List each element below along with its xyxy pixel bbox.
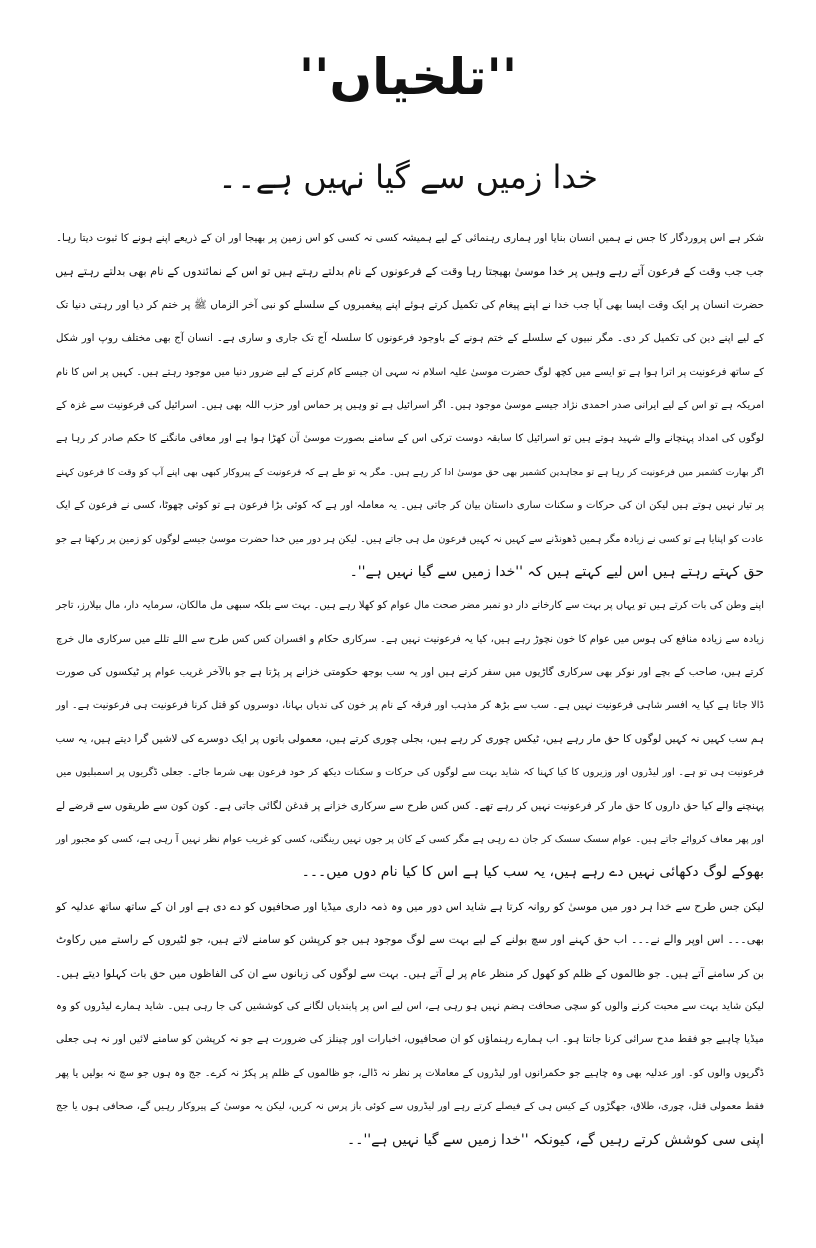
text-line: پہنچنے والے کیا حق داروں کا حق مار کر فرعونیت نہیں کر رہے تھے۔ کس کس طرح سے سرکاری خزانے پر قدغن لگائی جاتی ہے۔ کون کون سے طریقوں سے قرضے لے: [56, 799, 764, 812]
text-line: زیادہ سے زیادہ منافع کی ہوس میں عوام کا خون نچوڑ رہے ہیں، کیا یہ فرعونیت نہیں ہے۔ سرکاری حکام و افسران کس کس طرح سے اللے تللے میں سرکاری مال خرچ: [56, 633, 764, 645]
text-line: کرتے ہیں، صاحب کے بچے اور نوکر بھی سرکاری گاڑیوں میں سفر کرتے ہیں اور یہ سب بوجھ حکومتی خزانے پر پڑتا ہے جو بالآخر غریب عوام پر ٹیکسوں کی صورت: [56, 666, 764, 679]
text-line: کے لیے اپنے دین کی تکمیل کر دی۔ مگر نبیوں کے سلسلے کے ختم ہونے کے باوجود فرعونوں کا سلسلہ آج تک جاری و ساری ہے۔ انسان آج بھی مختلف روپ اور شکل: [56, 332, 764, 345]
text-line: لوگوں کی امداد پہنچانے والے شہید ہوتے ہیں تو اسرائیل کا سابقہ دوست ترکی اس کے سامنے بصورت موسیٰ آن کھڑا ہوا ہے اور معافی مانگنے کا حکم صادر کر رہا ہے: [56, 433, 764, 445]
text-line: ہم سب کہیں نہ کہیں لوگوں کا حق مار رہے ہیں، ٹیکس چوری کر رہے ہیں، بجلی چوری کرتے ہیں، معمولی باتوں پر ایک دوسرے کی لاشیں گرا دیتے ہیں، یہ سب: [55, 732, 764, 745]
text-line: لیکن جس طرح سے خدا ہر دور میں موسیٰ کو روانہ کرتا ہے شاید اس دور میں وہ ذمہ داری میڈیا اور صحافیوں کو دے دی ہے اور ان کے ساتھ ساتھ عدلیہ کو: [56, 899, 764, 913]
page-subtitle: خدا زمیں سے گیا نہیں ہے۔۔: [218, 158, 598, 196]
page-title: ''تلخیاں'': [298, 48, 518, 106]
text-line: اپنے وطن کی بات کرتے ہیں تو یہاں پر بہت سے کارخانے دار دو نمبر مضر صحت مال عوام کو کھلا رہے ہیں۔ بہت سے بلکہ سبھی مل مالکان، سرمایہ دار، مال بیلارز، تاجر: [56, 600, 764, 612]
text-line: حق کہتے رہتے ہیں اس لیے کہتے ہیں کہ ''خدا زمیں سے گیا نہیں ہے''۔: [349, 563, 764, 580]
text-line: جب جب وقت کے فرعون آتے رہے وہیں پر خدا موسیٰ بھیجتا رہا وقت کے فرعونوں کے نام بدلتے رہتے ہیں تو اس کے نمائندوں کے نام بھی بدلتے رہتے ہیں: [55, 265, 764, 279]
article-body: [56, 222, 764, 1157]
text-line: بھوکے لوگ دکھائی نہیں دے رہے ہیں، یہ سب کیا ہے اس کا کیا نام دوں میں۔۔۔: [301, 864, 764, 881]
text-line: اپنی سی کوشش کرتے رہیں گے، کیونکہ ''خدا زمیں سے گیا نہیں ہے''۔۔: [347, 1131, 764, 1148]
text-line: امریکہ ہے تو اس کے لیے ایرانی صدر احمدی نژاد جیسے موسیٰ موجود ہیں۔ اگر اسرائیل ہے تو وہیں پر حماس اور حزب اللہ بھی ہیں۔ اسرائیل کی فرعونیت سے غزہ کے: [56, 399, 764, 411]
text-line: ڈگریوں والوں کو۔ اور عدلیہ بھی وہ چاہیے جو حکمرانوں اور لیڈروں کے معاملات پر نظر نہ ڈالے، جو ظالموں کے ظلم پر پکڑ نہ کرے۔ جج وہ ہوں جو سچ نہ بولیں یا پھر: [56, 1067, 764, 1079]
text-line: اگر بھارت کشمیر میں فرعونیت کر رہا ہے تو مجاہدین کشمیر بھی حق موسیٰ ادا کر رہے ہیں۔ مگر یہ تو طے ہے کہ فرعونیت کے پیروکار کبھی بھی اپنے آپ کو وقت کا فرعون کہنے: [56, 466, 764, 478]
text-line: بن کر سامنے آتے ہیں۔ جو ظالموں کے ظلم کو کھول کر منظر عام پر لے آتے ہیں۔ بہت سے لوگوں کی زبانوں سے ان کی الفاظوں میں حق بات کہلوا دیتے ہیں۔: [55, 966, 764, 980]
text-line: بھی۔۔۔ اس اوپر والے نے۔۔۔ اب حق کہنے اور سچ بولنے کے لیے بہت سے لوگ موجود ہیں جو کرپشن کو سامنے لاتے ہیں، جو لٹیروں کے راستے میں رکاوٹ: [56, 933, 764, 947]
text-line: فقط معمولی قتل، چوری، طلاق، جھگڑوں کے کیس ہی کے فیصلے کرتے رہے اور لیڈروں سے کوئی باز پرس نہ کریں، لیکن یہ موسیٰ کے پیروکار رہیں گے، صحافی ہوں یا جج: [56, 1101, 764, 1113]
text-line: اور پھر معاف کروائے جاتے ہیں۔ عوام سسک سسک کر جان دے رہی ہے مگر کسی کے کان پر جوں نہیں رینگتی، کسی کو غریب عوام نظر نہیں آ رہی ہے، کسی کو مجبور اور: [56, 834, 764, 846]
text-line: ڈالا جاتا ہے کیا یہ افسر شاہی فرعونیت نہیں ہے۔ سب سے بڑھ کر مذہب اور فرقہ کے نام پر خون کی ندیاں بہانا، دوسروں کو قتل کرنا فرعونیت ہی فرعونیت ہے۔ اور: [56, 700, 764, 712]
text-line: میڈیا چاہیے جو فقط مدح سرائی کرنا جانتا ہو۔ اب ہمارے رہنماؤں کو ان صحافیوں، اخبارات اور چینلز کی ضرورت ہے جو نہ کرپشن کو سامنے لائیں اور نہ ہی جعلی: [56, 1033, 764, 1046]
text-line: حضرت انسان پر ایک وقت ایسا بھی آیا جب خدا نے اپنے پیغام کی تکمیل کرتے ہوئے اپنے پیغمبروں کے سلسلے کو نبی آخر الزماں ﷺ پر ختم کر دیا اور رہتی دنیا تک: [56, 298, 764, 311]
text-line: فرعونیت ہی تو ہے۔ اور لیڈروں اور وزیروں کا کیا کہنا کہ شاید بہت سے لوگوں کی حرکات و سکنات دیکھ کر خود فرعون بھی شرما جائے۔ جعلی ڈگریوں پر اسمبلیوں میں: [56, 767, 764, 779]
text-line: عادت کو اپنایا ہے تو کسی نے زیادہ مگر ہمیں ڈھونڈنے سے کہیں نہ کہیں فرعون مل ہی جاتے ہیں۔ لیکن ہر دور میں خدا حضرت موسیٰ جیسے لوگوں کو زمین پر رکھتا ہے جو: [56, 533, 764, 545]
text-line: کے ساتھ فرعونیت پر اترا ہوا ہے تو ایسے میں کچھ لوگ حضرت موسیٰ علیہ اسلام نہ سہی ان جیسے کام کرنے کے لیے ضرور دنیا میں موجود رہتے ہیں۔ کہیں پر اس کا نام: [56, 366, 764, 378]
text-line: لیکن شاید بہت سے محبت کرنے والوں کو سچی صحافت ہضم نہیں ہو رہی ہے، اس لیے اس پر پابندیاں لگانے کی کوششیں کی جا رہی ہیں۔ شاید ہمارے لیڈروں کو وہ: [56, 1000, 764, 1012]
text-line: پر تیار نہیں ہوتے ہیں لیکن ان کی حرکات و سکنات ساری داستان بیان کر جاتی ہیں۔ یہ معاملہ اور ہے کہ کوئی بڑا فرعون ہے تو کوئی چھوٹا، کسی نے فرعون کے ایک: [56, 500, 764, 512]
text-line: شکر ہے اس پروردگار کا جس نے ہمیں انسان بنایا اور ہماری رہنمائی کے لیے ہمیشہ کسی نہ کسی کو اس زمین پر بھیجا اور ان کے ذریعے اپنے ہونے کا ثبوت دیتا رہا۔: [56, 232, 764, 244]
